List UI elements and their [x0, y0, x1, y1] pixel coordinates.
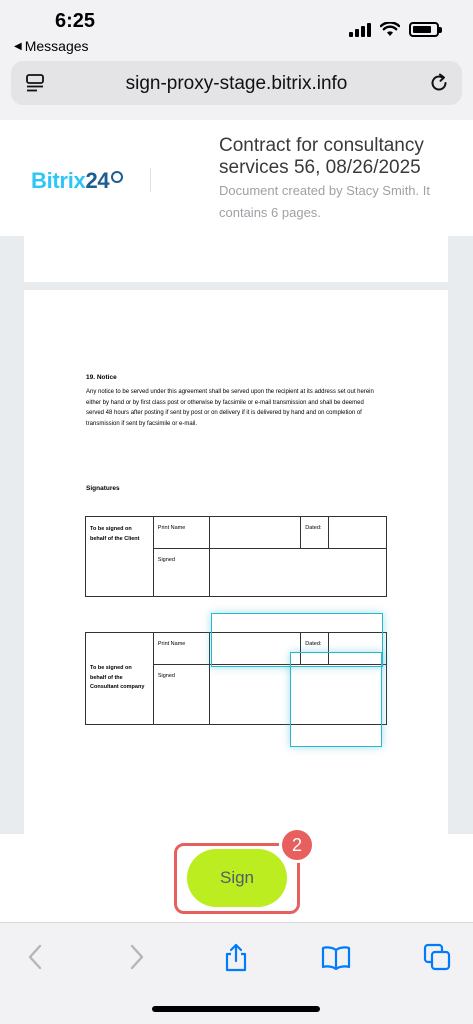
chevron-left-icon[interactable]	[20, 942, 50, 972]
consultant-print-name-label: Print Name	[153, 633, 209, 665]
client-print-name-label: Print Name	[153, 517, 209, 549]
bitrix24-logo	[31, 168, 123, 194]
previous-page	[24, 236, 448, 282]
address-bar[interactable]	[11, 61, 462, 105]
status-icons	[349, 22, 439, 37]
logo-clock-icon	[111, 171, 123, 183]
notice-heading: 19. Notice	[86, 374, 117, 381]
document-subtitle: Document created by Stacy Smith. It contains 6 pages.	[219, 183, 430, 220]
notice-text: Any notice to be served under this agreement shall be served upon the recipient at its address set out herein either by hand or by first class post or otherwise by facsimile or e-mail transmission and shall be deemed served 48 hours after posting if sent by post or on delivery if it is delivered by hand and on completion of transmission if sent by facsimile or e-mail.	[86, 389, 374, 427]
signature-field-2[interactable]	[290, 652, 382, 747]
signatures-heading: Signatures	[86, 485, 120, 492]
logo-text-part1: Bitrix	[31, 168, 86, 193]
chevron-right-icon[interactable]	[122, 942, 152, 972]
reload-icon[interactable]	[428, 72, 450, 94]
back-triangle-icon: ◀	[14, 40, 22, 52]
client-dated-value	[329, 517, 387, 549]
status-time: 6:25	[55, 10, 96, 32]
battery-icon	[409, 22, 439, 37]
status-bar	[0, 0, 473, 58]
document-page	[24, 290, 448, 834]
book-icon[interactable]	[321, 942, 351, 972]
consultant-dated-label: Dated:	[301, 633, 329, 665]
logo-divider	[150, 168, 151, 192]
back-app-label: Messages	[24, 38, 89, 54]
client-party-label: To be signed on behalf of the Client	[90, 526, 140, 542]
share-icon[interactable]	[221, 942, 251, 972]
consultant-party-label: To be signed on behalf of the Consultant company	[90, 665, 145, 691]
home-indicator	[152, 1006, 320, 1012]
client-signature-table	[85, 516, 387, 597]
client-dated-label: Dated:	[301, 517, 329, 549]
document-title: Contract for consultancy services 56, 08/26/2025	[219, 135, 424, 178]
sign-button[interactable]: Sign	[187, 849, 287, 907]
document-viewer[interactable]	[0, 236, 473, 834]
consultant-signed-label: Signed	[153, 665, 209, 725]
url-text[interactable]: sign-proxy-stage.bitrix.info	[125, 73, 348, 94]
back-to-app-link[interactable]	[14, 38, 89, 54]
consultant-party-cell	[86, 633, 154, 725]
client-party-cell	[86, 517, 154, 597]
client-signed-label: Signed	[153, 549, 209, 597]
tabs-icon[interactable]	[422, 942, 452, 972]
step-badge: 2	[279, 827, 315, 863]
cellular-signal-icon	[349, 23, 371, 37]
client-signed-value	[209, 549, 386, 597]
logo-text-part2: 24	[85, 168, 110, 193]
wifi-icon	[380, 22, 400, 37]
client-print-name-value	[209, 517, 301, 549]
